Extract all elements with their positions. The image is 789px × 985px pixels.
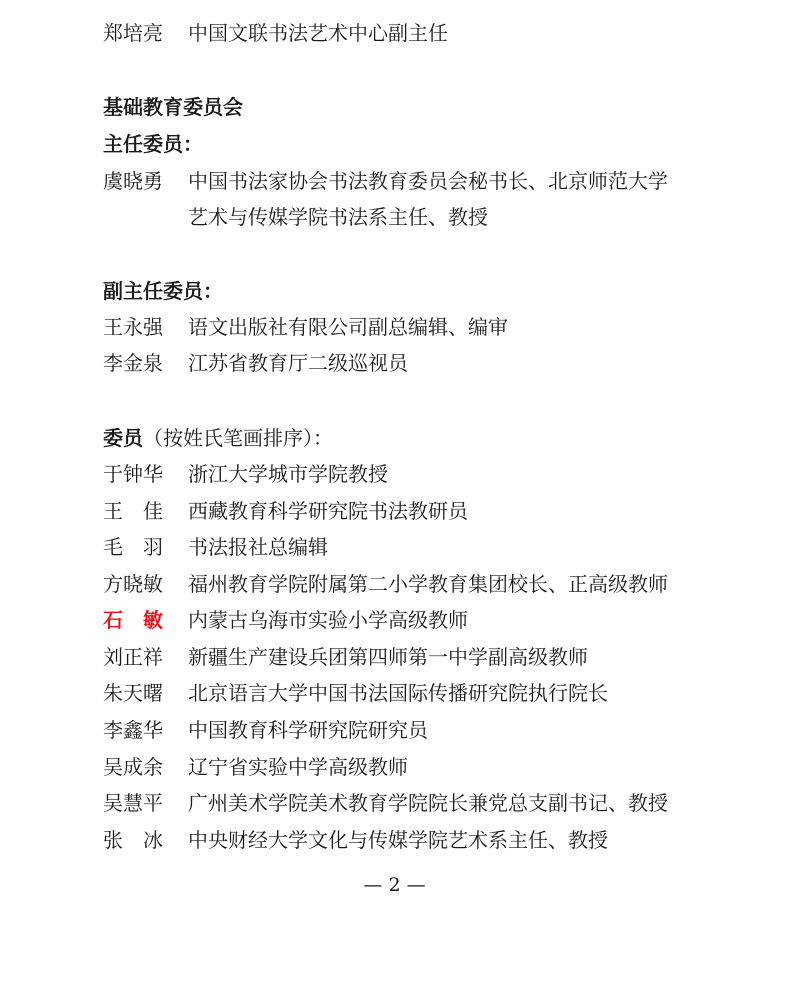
member-title: 福州教育学院附属第二小学教育集团校长、正高级教师: [188, 572, 668, 596]
committee-title-row: [0, 92, 789, 122]
member-title: 北京语言大学中国书法国际传播研究院执行院长: [188, 681, 608, 705]
member-name: 吴成余: [103, 755, 163, 779]
members-heading: [103, 423, 333, 453]
member-name: 朱天曙: [103, 681, 163, 705]
member-row: [0, 715, 789, 745]
deputy-heading-row: [0, 276, 789, 306]
director-heading: 主任委员：: [103, 132, 203, 156]
entry-row: [0, 18, 789, 48]
members-heading-row: [0, 423, 789, 453]
member-row: [0, 788, 789, 818]
director-title-line2: 艺术与传媒学院书法系主任、教授: [188, 205, 488, 229]
member-row: [0, 642, 789, 672]
deputy-title: 江苏省教育厅二级巡视员: [188, 351, 408, 375]
members-heading-note: （按姓氏笔画排序）：: [143, 426, 333, 450]
member-title: 新疆生产建设兵团第四师第一中学副高级教师: [188, 645, 588, 669]
member-name-highlighted: 石 敏: [103, 608, 163, 632]
committee-title: 基础教育委员会: [103, 95, 243, 119]
director-heading-row: [0, 129, 789, 159]
deputy-title: 语文出版社有限公司副总编辑、编审: [188, 315, 508, 339]
member-title: 中国教育科学研究院研究员: [188, 718, 428, 742]
member-title: 广州美术学院美术教育学院院长兼党总支副书记、教授: [188, 791, 668, 815]
member-title: 西藏教育科学研究院书法教研员: [188, 499, 468, 523]
deputy-name: 王永强: [103, 315, 163, 339]
director-row-continued: [0, 202, 789, 232]
member-row: [0, 532, 789, 562]
member-row: [0, 825, 789, 855]
member-name: 方晓敏: [103, 572, 163, 596]
member-row: [0, 678, 789, 708]
member-name: 郑培亮: [103, 21, 163, 45]
member-row: [0, 752, 789, 782]
member-row: [0, 569, 789, 599]
page-number: — 2 —: [363, 874, 426, 896]
director-row: [0, 166, 789, 196]
member-name: 刘正祥: [103, 645, 163, 669]
member-name: 张 冰: [103, 828, 163, 852]
member-title: 中国文联书法艺术中心副主任: [188, 21, 448, 45]
member-row: [0, 496, 789, 526]
deputy-row: [0, 348, 789, 378]
member-name: 王 佳: [103, 499, 163, 523]
deputy-row: [0, 312, 789, 342]
member-title: 中央财经大学文化与传媒学院艺术系主任、教授: [188, 828, 608, 852]
member-row: [0, 605, 789, 635]
member-title: 辽宁省实验中学高级教师: [188, 755, 408, 779]
deputy-name: 李金泉: [103, 351, 163, 375]
members-heading-label: 委员: [103, 426, 143, 450]
deputy-heading: 副主任委员：: [103, 279, 223, 303]
member-name: 吴慧平: [103, 791, 163, 815]
director-title-line1: 中国书法家协会书法教育委员会秘书长、北京师范大学: [188, 169, 668, 193]
member-title: 书法报社总编辑: [188, 535, 328, 559]
member-row: [0, 459, 789, 489]
member-name: 毛 羽: [103, 535, 163, 559]
member-name: 于钟华: [103, 462, 163, 486]
member-name: 李鑫华: [103, 718, 163, 742]
director-name: 虞晓勇: [103, 169, 163, 193]
member-title: 内蒙古乌海市实验小学高级教师: [188, 608, 468, 632]
member-title: 浙江大学城市学院教授: [188, 462, 388, 486]
